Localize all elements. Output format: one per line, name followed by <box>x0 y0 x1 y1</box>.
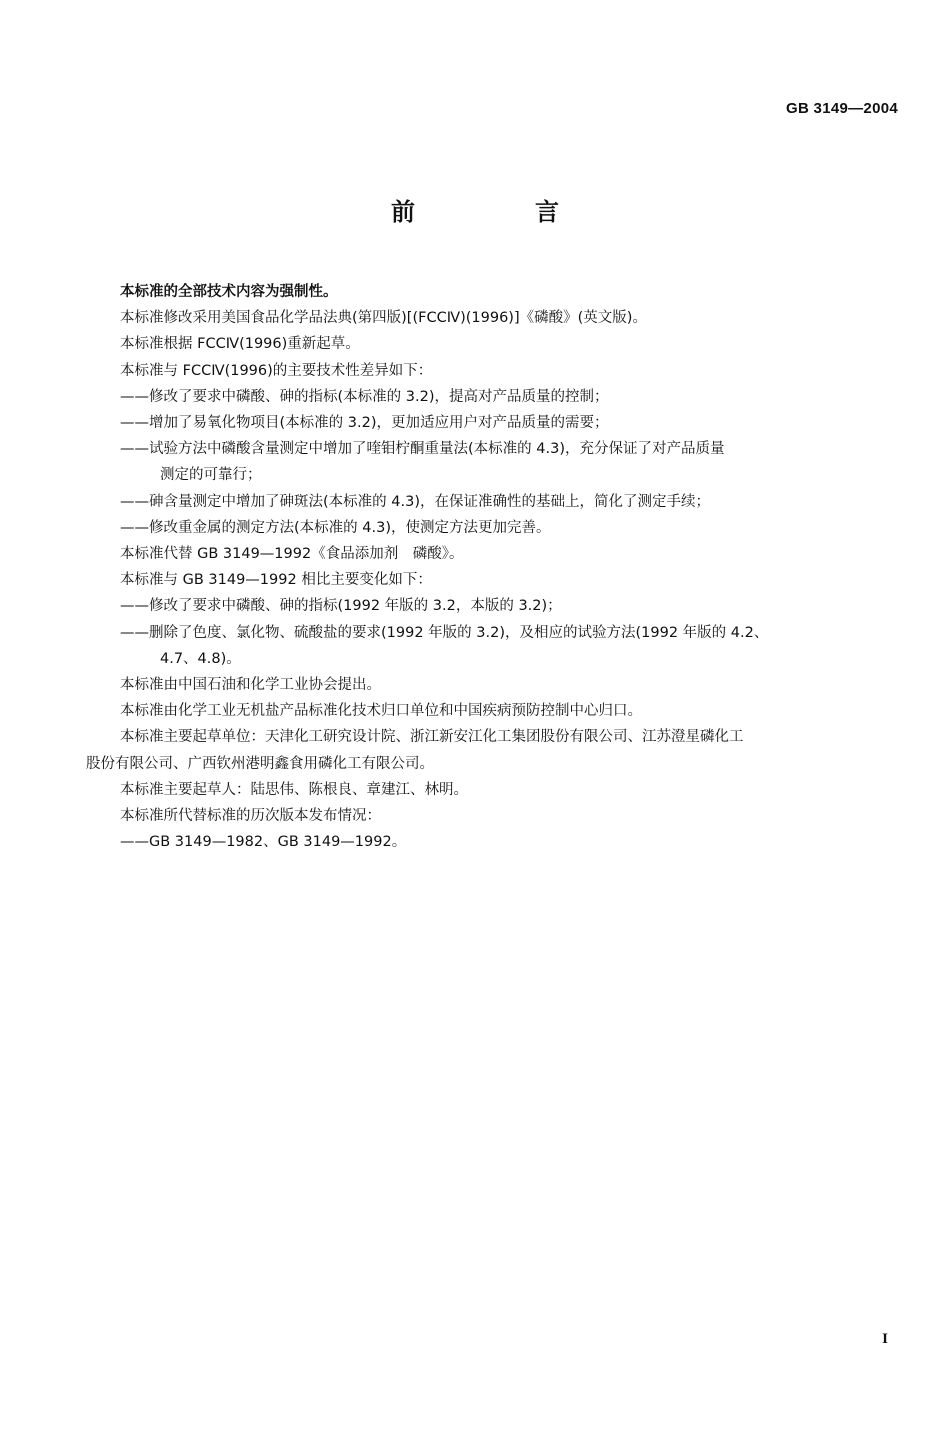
list-item: ——砷含量测定中增加了砷斑法(本标准的 4.3)，在保证准确性的基础上，简化了测定手续； <box>120 493 710 510</box>
paragraph-drafting-units: 本标准主要起草单位：天津化工研究设计院、浙江新安江化工集团股份有限公司、江苏澄星磷化工 <box>120 729 744 746</box>
list-item: ——修改了要求中磷酸、砷的指标(1992 年版的 3.2，本版的 3.2)； <box>120 598 562 615</box>
page-number: I <box>882 1331 888 1347</box>
paragraph-mandatory: 本标准的全部技术内容为强制性。 <box>120 284 338 300</box>
paragraph-proposed-by: 本标准由中国石油和化学工业协会提出。 <box>120 677 381 694</box>
paragraph-replaces: 本标准代替 GB 3149—1992《食品添加剂 磷酸》。 <box>120 546 464 563</box>
paragraph-drafters: 本标准主要起草人：陆思伟、陈根良、章建江、林明。 <box>120 781 468 798</box>
paragraph-history-intro: 本标准所代替标准的历次版本发布情况： <box>120 808 381 825</box>
paragraph-redrafted: 本标准根据 FCCⅣ(1996)重新起草。 <box>120 336 360 353</box>
list-item: ——GB 3149—1982、GB 3149—1992。 <box>120 834 407 851</box>
paragraph-drafting-units-continuation: 股份有限公司、广西钦州港明鑫食用磷化工有限公司。 <box>86 755 434 772</box>
list-item: ——试验方法中磷酸含量测定中增加了喹钼柠酮重量法(本标准的 4.3)，充分保证了对产品质量 <box>120 441 725 458</box>
list-item-continuation: 测定的可靠行； <box>160 467 262 484</box>
list-item: ——增加了易氧化物项目(本标准的 3.2)，更加适应用户对产品质量的需要； <box>120 415 609 432</box>
foreword-body <box>86 279 898 855</box>
list-item-continuation: 4.7、4.8)。 <box>160 650 241 667</box>
list-item: ——删除了色度、氯化物、硫酸盐的要求(1992 年版的 3.2)，及相应的试验方法(1992 年版的 4.2、 <box>120 624 769 641</box>
paragraph-adoption: 本标准修改采用美国食品化学品法典(第四版)[(FCCⅣ)(1996)]《磷酸》(英文版)。 <box>120 310 647 327</box>
paragraph-centralized-by: 本标准由化学工业无机盐产品标准化技术归口单位和中国疾病预防控制中心归口。 <box>120 703 642 720</box>
standard-code: GB 3149—2004 <box>785 100 898 117</box>
list-item: ——修改重金属的测定方法(本标准的 4.3)，使测定方法更加完善。 <box>120 519 551 536</box>
list-item: ——修改了要求中磷酸、砷的指标(本标准的 3.2)，提高对产品质量的控制； <box>120 388 609 405</box>
paragraph-changes-intro: 本标准与 GB 3149—1992 相比主要变化如下： <box>120 572 432 589</box>
paragraph-differences-intro: 本标准与 FCCⅣ(1996)的主要技术性差异如下： <box>120 362 433 379</box>
page-title: 前 言 <box>391 198 607 226</box>
